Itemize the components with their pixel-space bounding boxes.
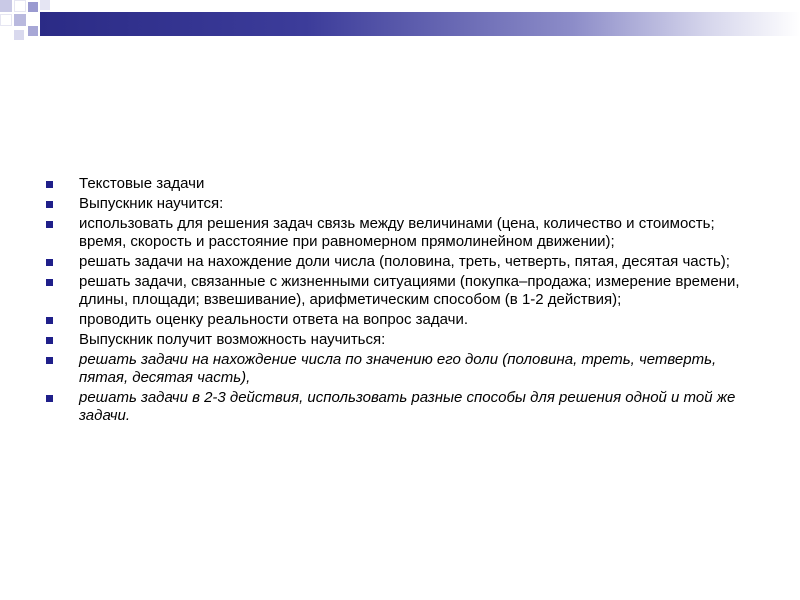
square-bullet-icon bbox=[46, 201, 53, 208]
square-bullet-icon bbox=[46, 259, 53, 266]
list-item-text: решать задачи, связанные с жизненными ситуациями (покупка–продажа; измерение времени, длины, площади; взвешивание), арифметическим способом (в 1-2 действия); bbox=[79, 273, 740, 308]
list-item-text: решать задачи в 2-3 действия, использовать разные способы для решения одной и той же задачи. bbox=[79, 389, 736, 424]
list-item bbox=[46, 331, 766, 349]
list-item-text: решать задачи на нахождение числа по значению его доли (половина, треть, четверть, пятая, десятая часть), bbox=[79, 351, 717, 386]
decor-square bbox=[14, 14, 26, 26]
list-item-text: использовать для решения задач связь между величинами (цена, количество и стоимость; время, скорость и расстояние при равномерном прямолинейном движении); bbox=[79, 215, 715, 250]
decor-square bbox=[28, 2, 38, 12]
list-item bbox=[46, 311, 766, 329]
list-item-text: проводить оценку реальности ответа на вопрос задачи. bbox=[79, 311, 469, 328]
list-item bbox=[46, 195, 766, 213]
square-bullet-icon bbox=[46, 221, 53, 228]
decor-square bbox=[14, 0, 26, 12]
decor-square bbox=[28, 26, 38, 36]
header-gradient-band bbox=[40, 12, 800, 36]
bullet-list bbox=[46, 175, 766, 427]
list-item bbox=[46, 351, 766, 387]
list-item bbox=[46, 253, 766, 271]
square-bullet-icon bbox=[46, 181, 53, 188]
decor-square bbox=[40, 0, 50, 10]
list-item-text: Выпускник получит возможность научиться: bbox=[79, 331, 386, 348]
decor-square bbox=[0, 0, 12, 12]
decor-square bbox=[0, 14, 12, 26]
square-bullet-icon bbox=[46, 337, 53, 344]
decor-square bbox=[14, 30, 24, 40]
list-item bbox=[46, 273, 766, 309]
square-bullet-icon bbox=[46, 317, 53, 324]
square-bullet-icon bbox=[46, 395, 53, 402]
list-item-text: решать задачи на нахождение доли числа (половина, треть, четверть, пятая, десятая часть); bbox=[79, 253, 730, 270]
list-item-text: Текстовые задачи bbox=[79, 175, 205, 192]
list-item bbox=[46, 175, 766, 193]
square-bullet-icon bbox=[46, 279, 53, 286]
list-item bbox=[46, 215, 766, 251]
list-item bbox=[46, 389, 766, 425]
square-bullet-icon bbox=[46, 357, 53, 364]
list-item-text: Выпускник научится: bbox=[79, 195, 224, 212]
